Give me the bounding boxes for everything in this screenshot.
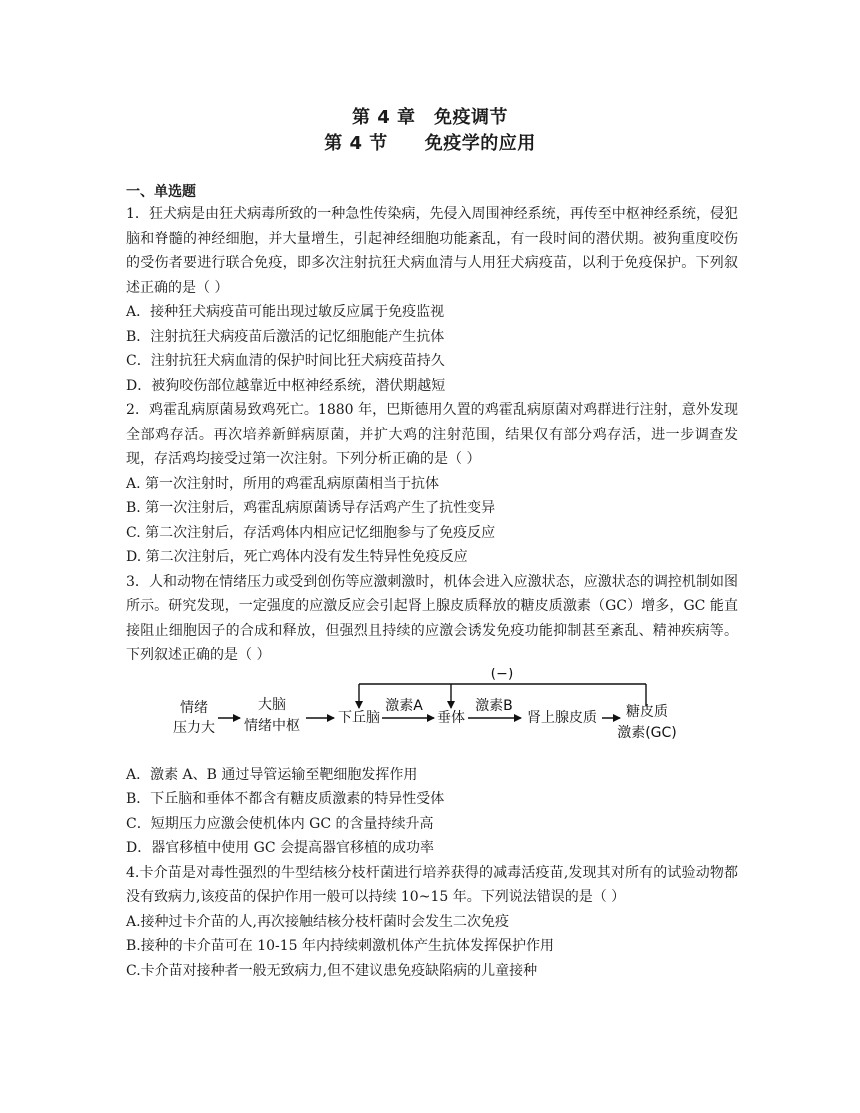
option-d: D．器官移植中使用 GC 会提高器官移植的成功率 [126, 840, 435, 856]
node-pituitary: 垂体 [437, 709, 465, 726]
option-a: A.接种过卡介苗的人,再次接触结核分枝杆菌时会发生二次免疫 [126, 913, 510, 930]
chapter-title: 第 4 章 免疫调节 [351, 107, 509, 128]
node-brain-line2: 情绪中枢 [244, 717, 300, 734]
question-stem: 2．鸡霍乱病原菌易致鸡死亡。1880 年，巴斯德用久置的鸡霍乱病原菌对鸡群进行注射，意外发现全部鸡存活。再次培养新鲜病原菌，并扩大鸡的注射范围，结果仅有部分鸡存活，进一步调查发现，存活鸡均接受过第一次注射。下列分析正确的是（ ） [126, 402, 738, 467]
option-b: B．注射抗狂犬病疫苗后激活的记忆细胞能产生抗体 [126, 328, 445, 345]
node-adrenal-cortex: 肾上腺皮质 [527, 709, 597, 726]
question-stem: 1．狂犬病是由狂犬病毒所致的一种急性传染病，先侵入周围神经系统，再传至中枢神经系统，侵犯脑和脊髓的神经细胞，并大量增生，引起神经细胞功能紊乱，有一段时间的潜伏期。被狗重度咬伤的受伤者要进行联合免疫，即多次注射抗狂犬病血清与人用狂犬病疫苗，以利于免疫保护。下列叙述正确的是（ ） [126, 206, 738, 296]
node-hypothalamus: 下丘脑 [338, 709, 380, 726]
node-gc-line2: 激素(GC) [617, 724, 677, 741]
option-a: A．接种狂犬病疫苗可能出现过敏反应属于免疫监视 [126, 304, 445, 320]
option-a: A．激素 A、B 通过导管运输至靶细胞发挥作用 [126, 766, 418, 783]
question-2 [126, 398, 738, 570]
option-d: D. 第二次注射后，死亡鸡体内没有发生特异性免疫反应 [126, 549, 468, 565]
option-b: B. 第一次注射后，鸡霍乱病原菌诱导存活鸡产生了抗性变异 [126, 500, 496, 516]
option-b: B.接种的卡介苗可在 10-15 年内持续刺激机体产生抗体发挥保护作用 [126, 938, 554, 954]
flow-diagram-svg [126, 668, 738, 763]
feedback-label: (−) [490, 667, 514, 682]
question-stem: 4.卡介苗是对毒性强烈的牛型结核分枝杆菌进行培养获得的减毒活疫苗,发现其对所有的试验动物都没有致病力,该疫苗的保护作用一般可以持续 10~15 年。下列说法错误的是（ ） [126, 864, 738, 905]
option-d: D．被狗咬伤部位越靠近中枢神经系统，潜伏期越短 [126, 377, 446, 394]
option-c: C.卡介苗对接种者一般无致病力,但不建议患免疫缺陷病的儿童接种 [126, 962, 538, 979]
question-4 [126, 861, 738, 984]
hormone-b-label: 激素B [475, 697, 513, 714]
node-brain-line1: 大脑 [258, 696, 286, 713]
question-list [126, 202, 738, 983]
option-c: C．短期压力应激会使机体内 GC 的含量持续升高 [126, 815, 434, 832]
question-1 [126, 202, 738, 398]
option-b: B．下丘脑和垂体不都含有糖皮质激素的特异性受体 [126, 791, 445, 807]
option-c: C. 第二次注射后，存活鸡体内相应记忆细胞参与了免疫反应 [126, 524, 496, 541]
node-gc-line1: 糖皮质 [626, 703, 668, 720]
hormone-a-label: 激素A [385, 697, 423, 714]
option-c: C．注射抗狂犬病血清的保护时间比狂犬病疫苗持久 [126, 353, 445, 369]
node-emotion-line1: 情绪 [180, 699, 208, 716]
option-a: A. 第一次注射时，所用的鸡霍乱病原菌相当于抗体 [126, 475, 440, 492]
section-title: 第 4 节 免疫学的应用 [324, 133, 536, 154]
question-3 [126, 570, 738, 861]
node-emotion-line2: 压力大 [173, 719, 215, 736]
part-heading: 一、单选题 [126, 184, 196, 200]
question-stem: 3．人和动物在情绪压力或受到创伤等应激刺激时，机体会进入应激状态，应激状态的调控机制如图所示。研究发现，一定强度的应激反应会引起肾上腺皮质释放的糖皮质激素（GC）增多，GC 能直接阻止细胞因子的合成和释放，但强烈且持续的应激会诱发免疫功能抑制甚至紊乱、精神疾病等。下列叙述正确的是（ ） [126, 573, 738, 663]
stress-regulation-diagram [126, 668, 738, 763]
